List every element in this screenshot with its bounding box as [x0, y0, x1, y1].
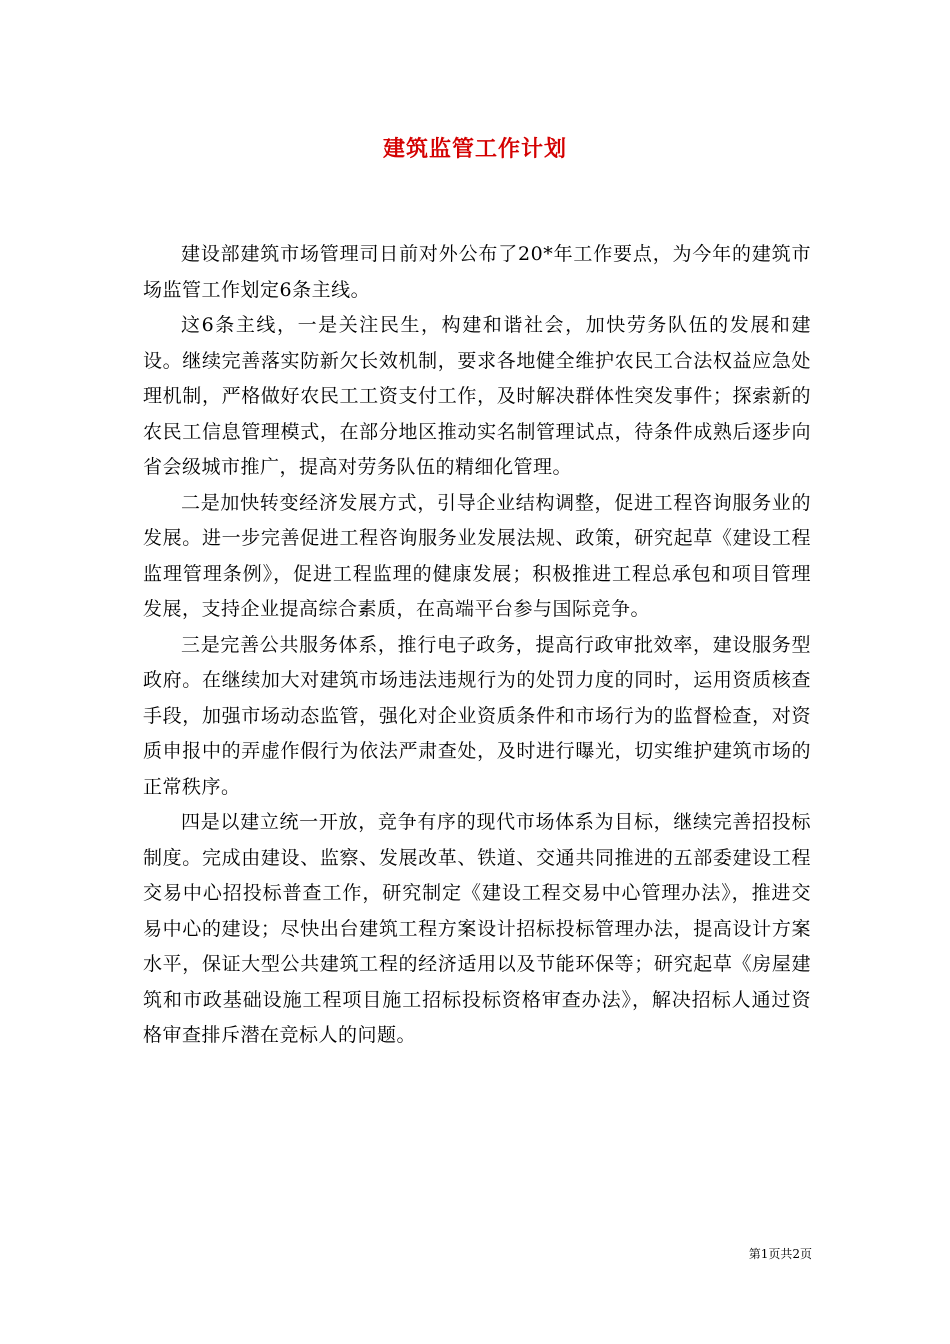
document-title: 建筑监管工作计划	[382, 136, 567, 162]
paragraph-4: 三是完善公共服务体系，推行电子政务，提高行政审批效率，建设服务型政府。在继续加大对建筑市场违法违规行为的处罚力度的同时，运用资质核查手段，加强市场动态监管，强化对企业资质条件和市场行为的监督检查，对资质申报中的弄虚作假行为依法严肃查处，及时进行曝光，切实维护建筑市场的正常秩序。	[143, 633, 811, 798]
paragraph-2: 这6条主线，一是关注民生，构建和谐社会，加快劳务队伍的发展和建设。继续完善落实防新欠长效机制，要求各地健全维护农民工合法权益应急处理机制，严格做好农民工工资支付工作，及时解决群体性突发事件；探索新的农民工信息管理模式，在部分地区推动实名制管理试点，待条件成熟后逐步向省会级城市推广，提高对劳务队伍的精细化管理。	[143, 314, 811, 478]
paragraph-5: 四是以建立统一开放，竞争有序的现代市场体系为目标，继续完善招投标制度。完成由建设、监察、发展改革、铁道、交通共同推进的五部委建设工程交易中心招投标普查工作，研究制定《建设工程交易中心管理办法》，推进交易中心的建设；尽快出台建筑工程方案设计招标投标管理办法，提高设计方案水平，保证大型公共建筑工程的经济适用以及节能环保等；研究起草《房屋建筑和市政基础设施工程项目施工招标投标资格审查办法》，解决招标人通过资格审查排斥潜在竞标人的问题。	[143, 811, 811, 1046]
page-number-footer: 第1页共2页	[748, 1247, 812, 1261]
paragraph-3: 二是加快转变经济发展方式，引导企业结构调整，促进工程咨询服务业的发展。进一步完善促进工程咨询服务业发展法规、政策，研究起草《建设工程监理管理条例》，促进工程监理的健康发展；积极推进工程总承包和项目管理发展，支持企业提高综合素质，在高端平台参与国际竞争。	[143, 491, 811, 620]
document-body	[143, 237, 811, 1054]
paragraph-1: 建设部建筑市场管理司日前对外公布了20*年工作要点，为今年的建筑市场监管工作划定6条主线。	[143, 243, 811, 301]
